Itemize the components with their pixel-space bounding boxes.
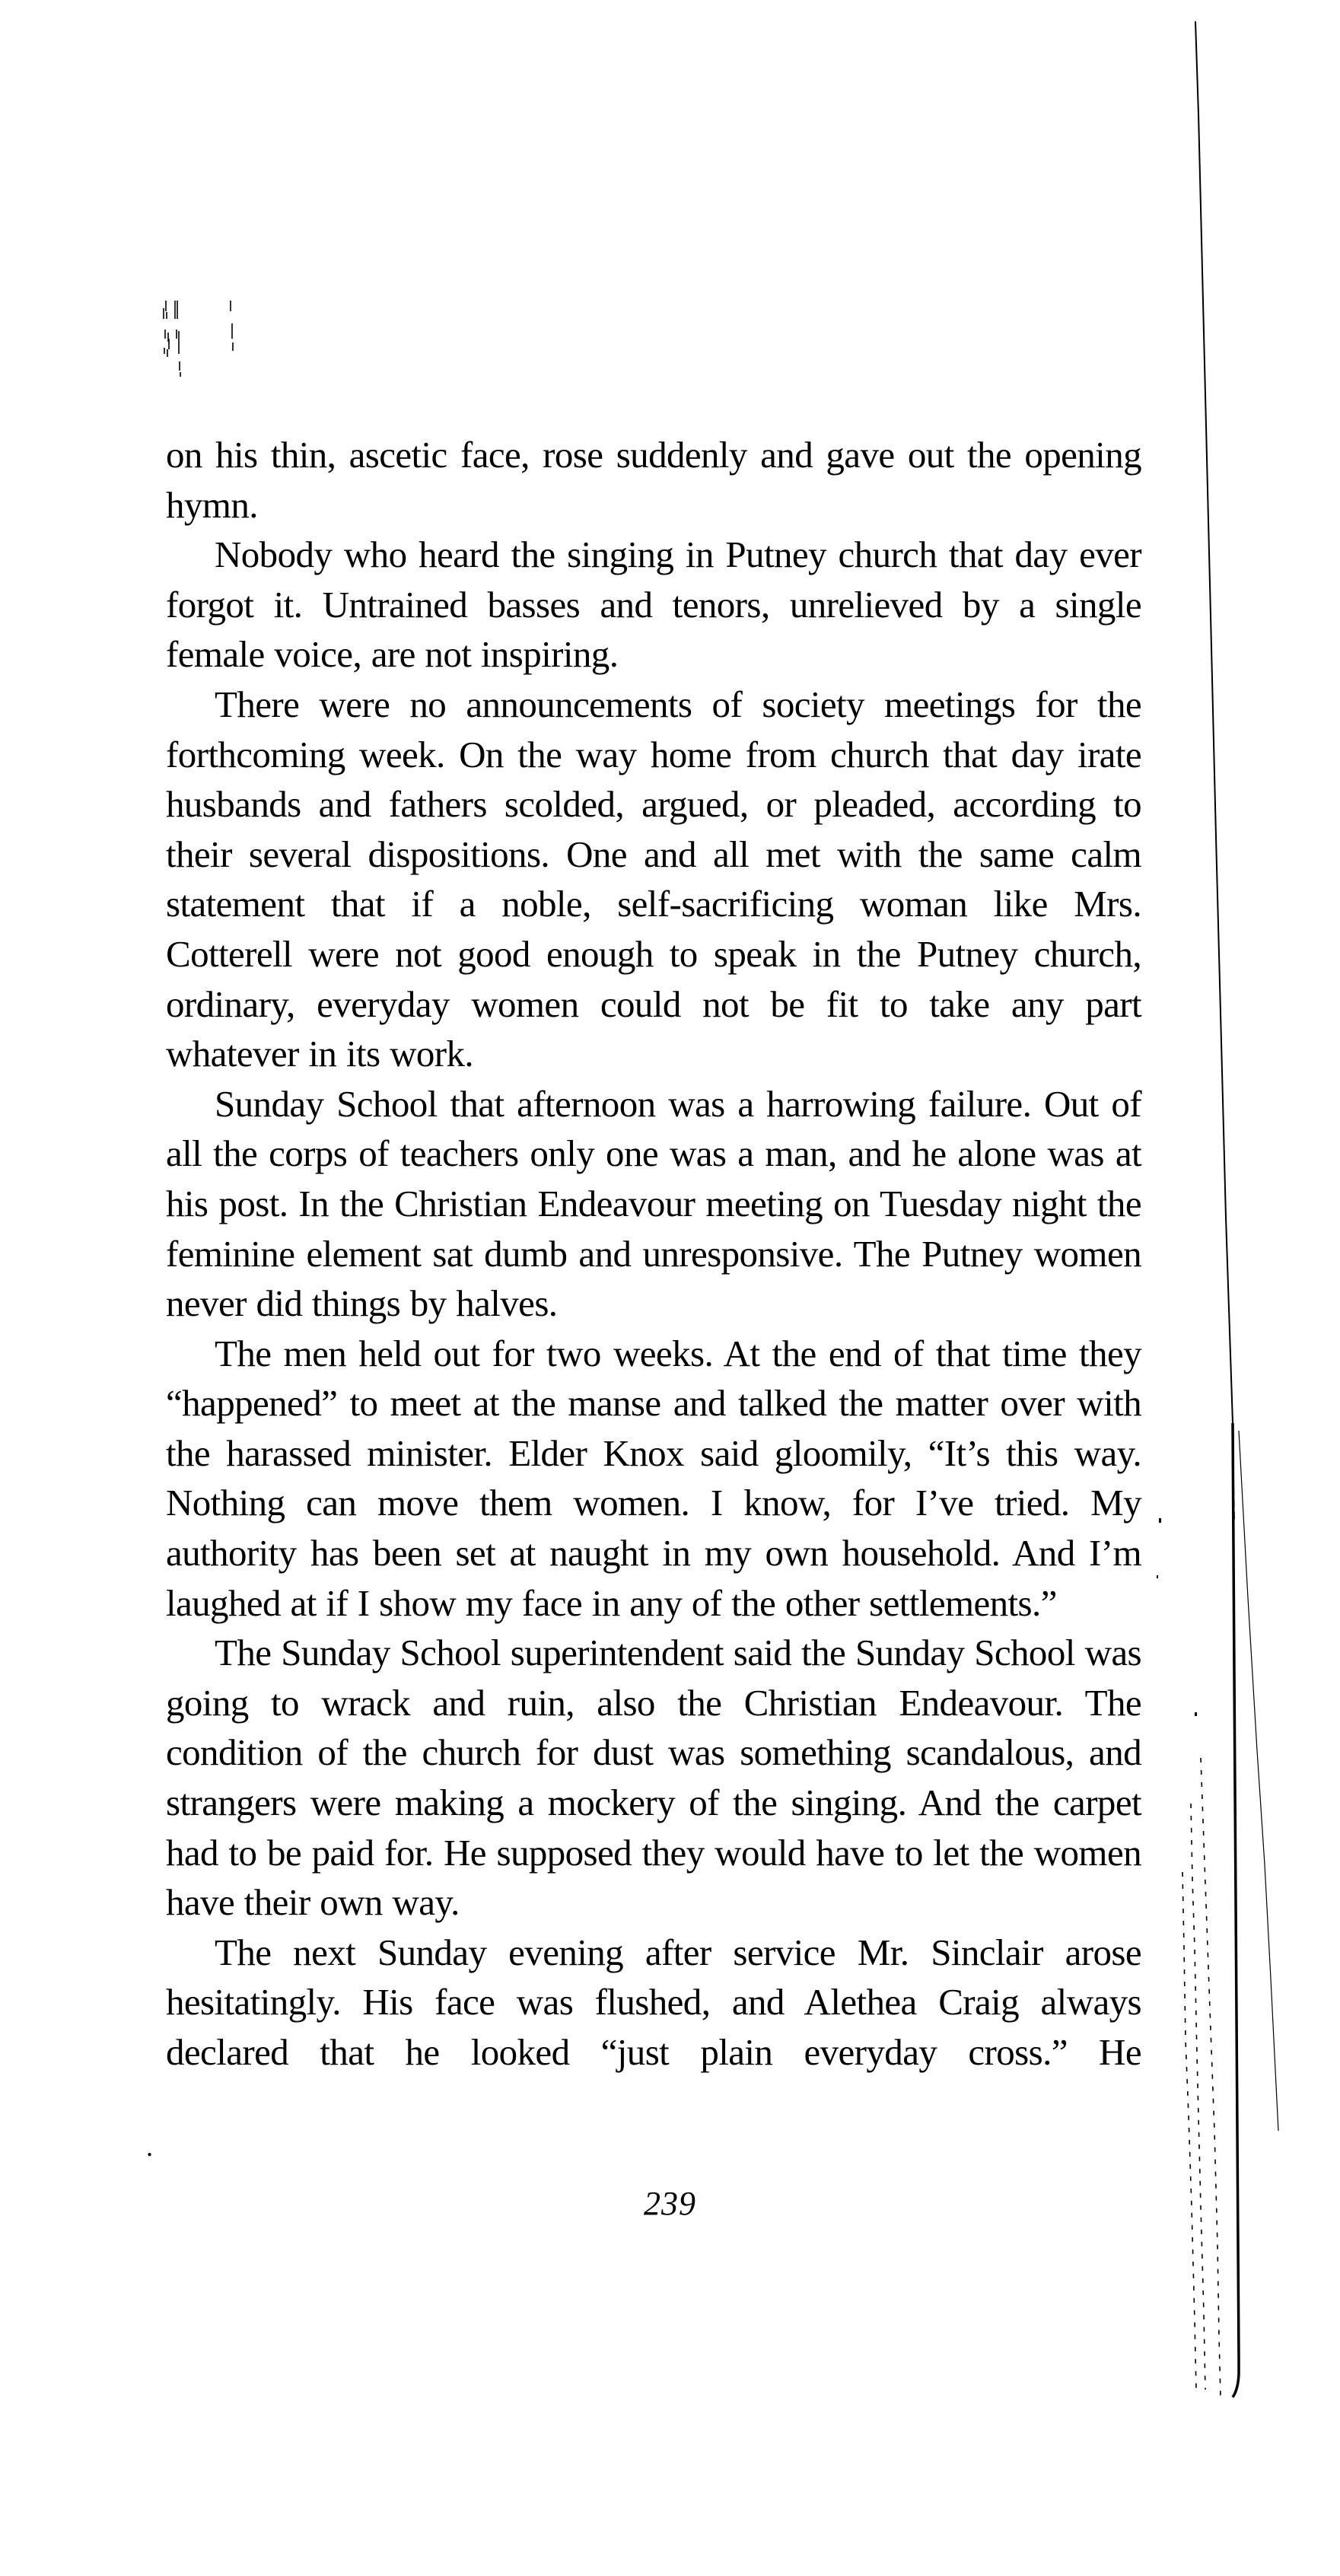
- paragraph: Nobody who heard the singing in Putney church that day ever forgot it. Untrained basses and tenors, unrelieved by a single female voice, are not inspiring.: [166, 533, 1141, 676]
- body-text: [166, 430, 1141, 2078]
- page-number: 239: [644, 2185, 696, 2222]
- scan-speck-marks: [164, 301, 255, 384]
- scan-speck-dot: .: [146, 2132, 153, 2162]
- paragraph: The Sunday School superintendent said the Sunday School was going to wrack and ruin, also the Christian Endeavour. The condition of the church for dust was something scandalous, and strangers were making a mockery of the singing. And the carpet had to be paid for. He supposed they would have to let the women have their own way.: [166, 1632, 1141, 1924]
- paragraph-continuation: on his thin, ascetic face, rose suddenly and gave out the opening hymn.: [166, 434, 1141, 526]
- paragraph: The next Sunday evening after service Mr. Sinclair arose hesitatingly. His face was flushed, and Alethea Craig always declared that he looked “just plain everyday cross.” He: [166, 1931, 1141, 2073]
- paragraph: There were no announcements of society meetings for the forthcoming week. On the way home from church that day irate husbands and fathers scolded, argued, or pleaded, according to their several dispositions. One and all met with the same calm statement that if a noble, self-sacrificing woman like Mrs. Cotterell were not good enough to speak in the Putney church, ordinary, everyday women could not be fit to take any part whatever in its work.: [166, 683, 1141, 1075]
- paragraph: The men held out for two weeks. At the end of that time they “happened” to meet at the manse and talked the matter over with the harassed minister. Elder Knox said gloomily, “It’s this way. Nothing can move them women. I know, for I’ve tried. My authority has been set at naught in my own household. And I’m laughed at if I show my face in any of the other settlements.”: [166, 1332, 1141, 1624]
- paragraph: Sunday School that afternoon was a harrowing failure. Out of all the corps of teachers only one was a man, and he alone was at his post. In the Christian Endeavour meeting on Tuesday night the feminine element sat dumb and unresponsive. The Putney women never did things by halves.: [166, 1082, 1141, 1325]
